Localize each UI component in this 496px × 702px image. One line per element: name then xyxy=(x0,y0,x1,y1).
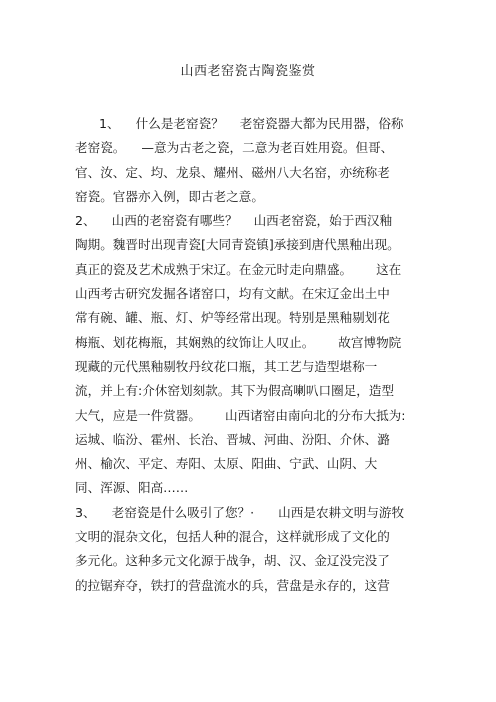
text-line: 2、 山西的老窑瓷有哪些？ 山西老窑瓷，始于西汉釉 xyxy=(75,213,393,229)
document-body xyxy=(75,112,425,598)
text-line: 老窑瓷。 —意为古老之瓷，二意为老百姓用瓷。但哥、 xyxy=(75,140,394,156)
text-line: 运城、临汾、霍州、长治、晋城、河曲、汾阳、介休、潞 xyxy=(75,431,390,447)
text-line: 大气，应是一件赏器。 山西诸窑由南向北的分布大抵为: xyxy=(75,407,406,423)
text-line: 梅瓶、划花梅瓶，其娴熟的纹饰让人叹止。 故宫博物院 xyxy=(75,334,402,350)
text-line: 山西考古研究发掘各诸窑口，均有文献。在宋辽金出土中 xyxy=(75,286,390,302)
text-line: 真正的瓷及艺术成熟于宋辽。在金元时走向鼎盛。 这在 xyxy=(75,261,402,277)
text-line: 常有碗、罐、瓶、灯、炉等经常出现。特别是黑釉剔划花 xyxy=(75,310,390,326)
text-line: 陶期。魏晋时出现青瓷[大同青瓷镇]承接到唐代黑釉出现。 xyxy=(75,237,400,253)
text-line: 现藏的元代黑釉剔牧丹纹花口瓶，其工艺与造型堪称一 xyxy=(75,358,378,374)
text-line: 同、浑源、阳高…… xyxy=(75,480,189,496)
text-line: 1、 什么是老窑瓷？ 老窑瓷器大都为民用器，俗称 xyxy=(75,116,404,131)
text-line: 州、榆次、平定、寿阳、太原、阳曲、宁武、山阴、大 xyxy=(75,456,378,472)
text-line: 官、汝、定、均、龙泉、耀州、磁州八大名窑，亦统称老 xyxy=(75,164,390,180)
text-line: 3、 老窑瓷是什么吸引了您？· 山西是农耕文明与游牧 xyxy=(75,504,405,520)
text-line: 文明的混杂文化，包括人种的混合，这样就形成了文化的 xyxy=(75,529,390,545)
document-title: 山西老窑瓷古陶瓷鉴赏 xyxy=(180,64,316,79)
text-line: 流，并上有:介休窑划刻款。其下为假高喇叭口圈足，造型 xyxy=(75,383,395,399)
text-line: 多元化。这种多元文化源于战争，胡、汉、金辽没完没了 xyxy=(75,553,390,569)
text-line: 窑瓷。官器亦入例，即古老之意。 xyxy=(75,188,264,204)
text-line: 的拉锯弃夺，铁打的营盘流水的兵，营盘是永存的，这营 xyxy=(75,577,390,593)
